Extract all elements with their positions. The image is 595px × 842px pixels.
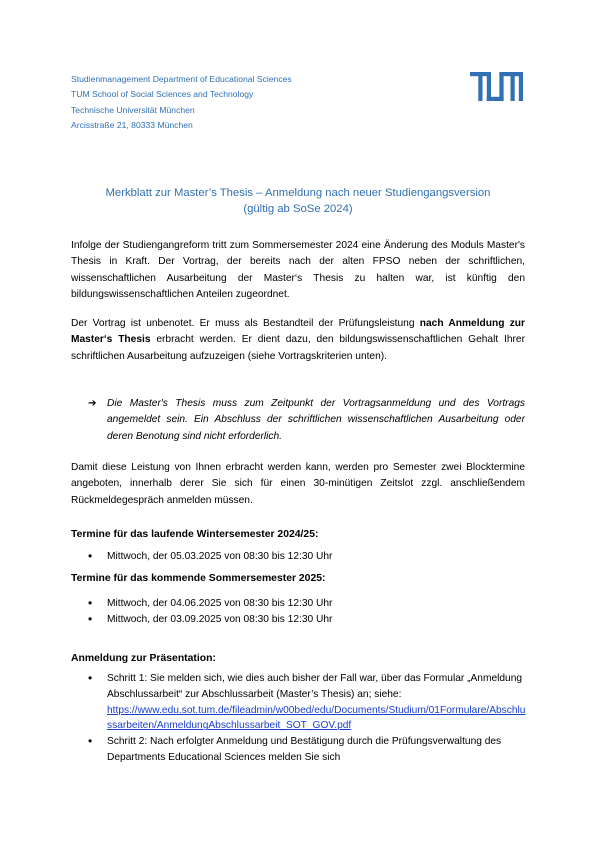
registration-heading: Anmeldung zur Präsentation: (71, 653, 216, 664)
bullet-icon: • (88, 549, 93, 563)
list-item (88, 549, 528, 565)
arrow-right-icon: ➔ (88, 398, 97, 409)
summer-term-heading: Termine für das kommende Sommersemester 2025: (71, 573, 326, 584)
summer-term-dates (88, 596, 528, 628)
block-dates-paragraph: Damit diese Leistung von Ihnen erbracht werden kann, werden pro Semester zwei Blocktermine angeboten, innerhalb derer Sie sich für einen 30-minütigen Zeitslot zzgl. anschließendem Rückmeldegespräch anmelden müssen. (71, 462, 525, 506)
address-line-department: Studienmanagement Department of Educational Sciences (71, 74, 292, 84)
bullet-icon: • (88, 734, 93, 749)
presentation-text-bold: nach Anmeldung zur Master‘s Thesis (71, 318, 525, 346)
address-line-school: TUM School of Social Sciences and Technology (71, 89, 254, 100)
registration-form-link[interactable]: https://www.edu.sot.tum.de/fileadmin/w00bed/edu/Documents/Studium/01Formulare/Abschlussarbeiten/AnmeldungAbschlussarbeit_SOT_GOV.pdf (107, 704, 526, 732)
bullet-icon: • (88, 671, 93, 685)
presentation-text-b: erbracht werden. Er dient dazu, den bildungswissenschaftlichen Gehalt Ihrer schriftlichen Ausarbeitung aufzuzeigen (siehe Vortragskriterien unten). (71, 334, 525, 362)
list-item (88, 671, 528, 734)
step2-text: Schritt 2: Nach erfolgter Anmeldung und Bestätigung durch die Prüfungsverwaltung des Departments Educational Sciences melden Sie sich (107, 736, 502, 763)
presentation-paragraph (71, 316, 525, 365)
bullet-icon: • (88, 596, 93, 610)
date-text: Mittwoch, der 04.06.2025 von 08:30 bis 12:30 Uhr (107, 598, 333, 609)
date-text: Mittwoch, der 03.09.2025 von 08:30 bis 12:30 Uhr (107, 613, 333, 625)
winter-term-dates (88, 549, 528, 565)
list-item (88, 596, 528, 612)
intro-paragraph: Infolge der Studiengangreform tritt zum Sommersemester 2024 eine Änderung des Moduls Master's Thesis in Kraft. Der Vortrag, der bereits nach der alten FPSO neben der schriftlichen, wissenschaftlichen Ausarbeitung der Master‘s Thesis zu halten war, ist künftig den bildungswissenschaftlichen Anteilen zugeordnet. (71, 240, 525, 301)
registration-steps (88, 671, 528, 766)
bullet-icon: • (88, 611, 93, 626)
list-item (88, 612, 528, 628)
page-title (66, 185, 530, 217)
tum-logo (470, 72, 523, 101)
page-title-line2: (gültig ab SoSe 2024) (243, 203, 353, 216)
step1-text: Schritt 1: Sie melden sich, wie dies auch bisher der Fall war, über das Formular „Anmeldung Abschlussarbeit“ zur Abschlussarbeit (Master’s Thesis) an; siehe: (107, 673, 523, 700)
winter-term-heading: Termine für das laufende Wintersemester 2024/25: (71, 529, 319, 540)
page-title-line1: Merkblatt zur Master’s Thesis – Anmeldung nach neuer Studiengangsversion (105, 187, 491, 199)
note-text: Die Master's Thesis muss zum Zeitpunkt der Vortragsanmeldung und des Vortrags angemeldet sein. Ein Abschluss der schriftlichen wissenschaftlichen Ausarbeitung oder deren Benotung sind nicht erforderlich. (107, 398, 525, 442)
address-line-university: Technische Universität München (71, 104, 195, 115)
date-text: Mittwoch, der 05.03.2025 von 08:30 bis 12:30 Uhr (107, 551, 333, 562)
address-block (71, 72, 371, 133)
address-line-street: Arcisstraße 21, 80333 München (71, 119, 193, 130)
list-item (88, 734, 528, 766)
presentation-text-a: Der Vortrag ist unbenotet. Er muss als Bestandteil der Prüfungsleistung (71, 318, 420, 329)
